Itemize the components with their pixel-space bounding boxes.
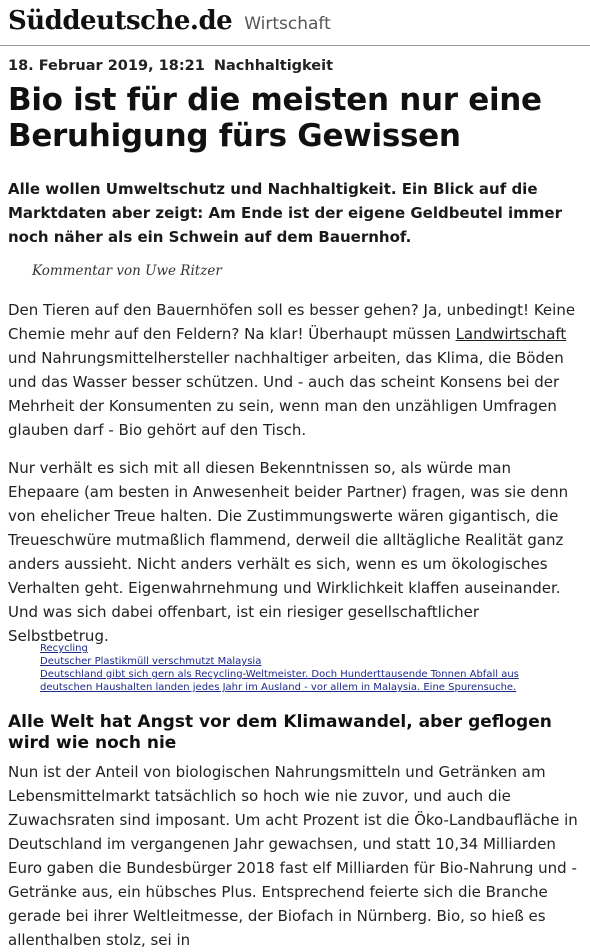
dateline [8,58,333,74]
related-summary-line[interactable]: deutschen Haushalten landen jedes Jahr im Ausland - vor allem in Malaysia. Eine Spurensuche. [40,682,517,693]
landwirtschaft-link[interactable]: Landwirtschaft [455,325,567,343]
section-subheading: Alle Welt hat Angst vor dem Klimawandel, aber geflogen wird wie noch nie [8,712,552,753]
related-kicker[interactable]: Recycling [40,643,88,654]
related-title[interactable]: Deutscher Plastikmüll verschmutzt Malaysia [40,656,262,667]
paragraph-text: Den Tieren auf den Bauernhöfen soll es besser gehen? Ja, unbedingt! Keine Chemie mehr auf den Feldern? Na klar! Überhaupt müssen [8,301,576,343]
article-kicker: Nachhaltigkeit [213,58,334,74]
body-paragraph-1 [8,298,584,442]
publish-date: 18. Februar 2019, 18:21 [8,58,205,74]
article-teaser: Alle wollen Umweltschutz und Nachhaltigkeit. Ein Blick auf die Marktdaten aber zeigt: Am Ende ist der eigene Geldbeutel immer noch näher als ein Schwein auf dem Bauernhof. [8,180,562,246]
paragraph-text: und Nahrungsmittelhersteller nachhaltiger arbeiten, das Klima, die Böden und das Wasser besser schützen. Und - auch das scheint Konsens bei der Mehrheit der Konsumenten zu sein, wenn man den unzähligen Umfragen glauben darf - Bio gehört auf den Tisch. [8,349,564,439]
article-headline: Bio ist für die meisten nur eine Beruhigung fürs Gewissen [8,82,542,154]
related-summary-line[interactable]: Deutschland gibt sich gern als Recycling-Weltmeister. Doch Hunderttausende Tonnen Abfall aus [40,669,519,680]
site-logo[interactable]: Süddeutsche.de [8,6,233,36]
section-label[interactable]: Wirtschaft [244,14,331,34]
body-paragraph-2: Nur verhält es sich mit all diesen Bekenntnissen so, als würde man Ehepaare (am besten in Anwesenheit beider Partner) fragen, was sie denn von ehelicher Treue halten. Die Zustimmungswerte wären gigantisch, die Treueschwüre mutmaßlich flammend, derweil die alltägliche Realität ganz anders aussieht. Nicht anders verhält es sich, wenn es um ökologisches Verhalten geht. Eigenwahrnehmung und Wirklichkeit klaffen auseinander. Und was sich dabei offenbart, ist ein riesiger gesellschaftlicher Selbstbetrug. [8,459,569,645]
body-paragraph-3: Nun ist der Anteil von biologischen Nahrungsmitteln und Getränken am Lebensmittelmarkt tatsächlich so hoch wie nie zuvor, und auch die Zuwachsraten sind imposant. Um acht Prozent ist die Öko-Landbaufläche in Deutschland im vergangenen Jahr gewachsen, und statt 10,34 Milliarden Euro gaben die Bundesbürger 2018 fast elf Milliarden für Bio-Nahrung und -Getränke aus, ein hübsches Plus. Entsprechend feierte sich die Branche gerade bei ihrer Weltleitmesse, der Biofach in Nürnberg. Bio, so hieß es allenthalben stolz, sei in [8,763,578,949]
masthead [8,6,331,36]
author-byline: Kommentar von Uwe Ritzer [32,263,222,279]
masthead-divider [0,45,590,46]
related-article-teaser[interactable] [40,642,580,694]
